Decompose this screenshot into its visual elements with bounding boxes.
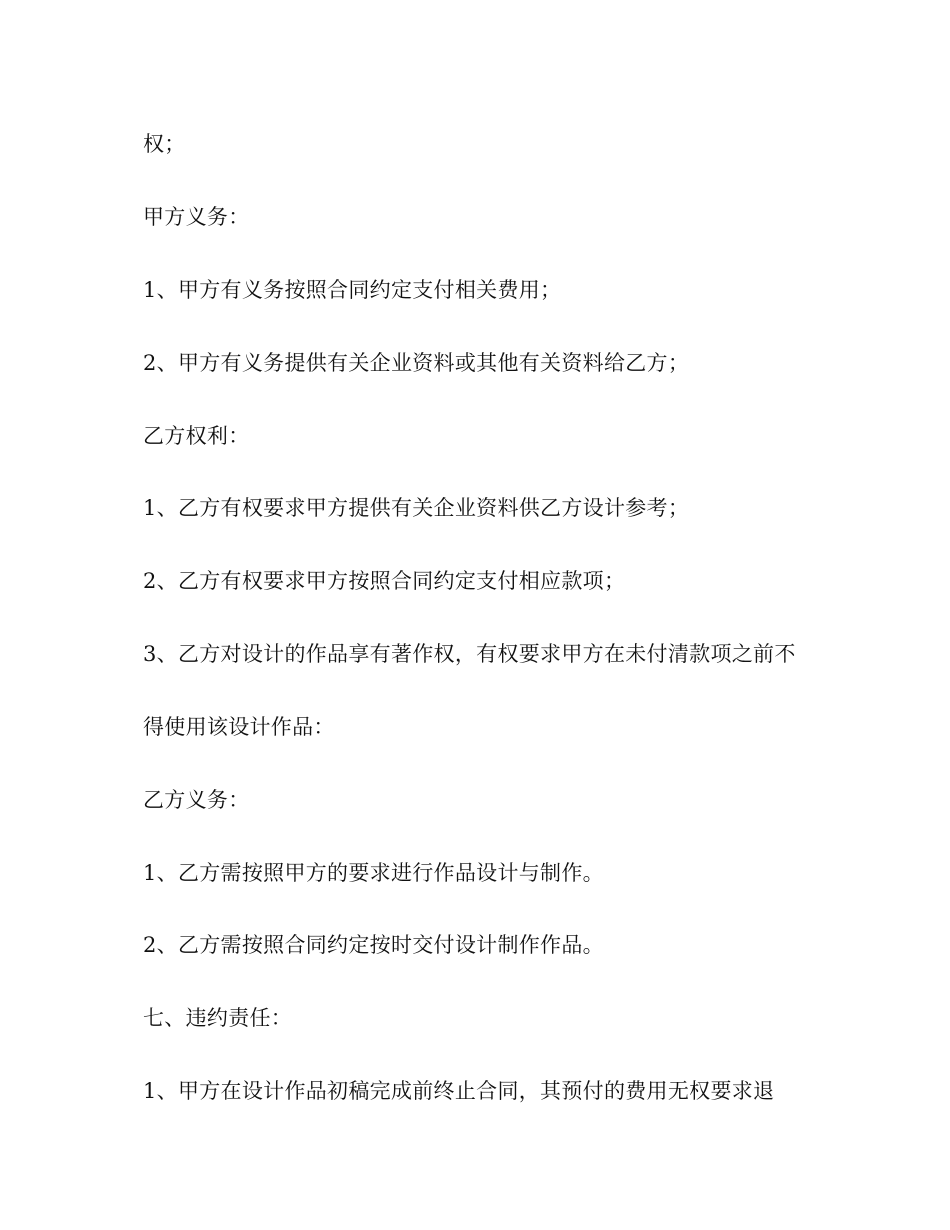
text-line: 1、甲方在设计作品初稿完成前终止合同，其预付的费用无权要求退: [143, 1079, 775, 1103]
section-heading-party-b-obligations: 乙方义务：: [143, 788, 250, 812]
text-line: 1、乙方需按照甲方的要求进行作品设计与制作。: [143, 861, 604, 885]
section-heading-party-b-rights: 乙方权利：: [143, 424, 250, 448]
text-line: 3、乙方对设计的作品享有著作权，有权要求甲方在未付清款项之前不: [143, 642, 796, 666]
section-heading-party-a-obligations: 甲方义务：: [143, 205, 250, 229]
text-line: 权；: [143, 132, 186, 156]
text-line: 得使用该设计作品：: [143, 715, 335, 739]
text-line: 1、甲方有义务按照合同约定支付相关费用；: [143, 278, 562, 302]
section-heading-liability: 七、违约责任：: [143, 1006, 293, 1030]
text-line: 2、乙方有权要求甲方按照合同约定支付相应款项；: [143, 569, 626, 593]
text-line: 1、乙方有权要求甲方提供有关企业资料供乙方设计参考；: [143, 496, 690, 520]
text-line: 2、乙方需按照合同约定按时交付设计制作作品。: [143, 933, 604, 957]
text-line: 2、甲方有义务提供有关企业资料或其他有关资料给乙方；: [143, 351, 690, 375]
